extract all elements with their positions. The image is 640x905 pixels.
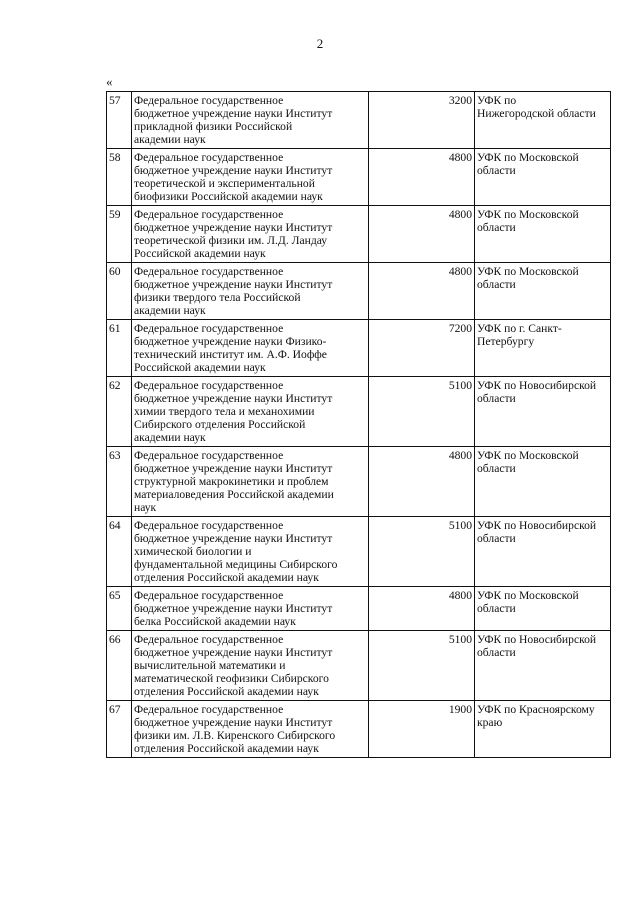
recipient-line: области [477,462,516,475]
recipient-line: области [477,602,516,615]
recipient-line: УФК по Красноярскому [477,703,595,716]
institution-name-cell [132,587,369,631]
institution-name-line: Федеральное государственное [134,633,284,646]
table-row [107,587,611,631]
amount-cell: 5100 [369,517,475,587]
institution-name-line: Российской академии наук [134,361,266,374]
institution-name-line: химии твердого тела и механохимии [134,405,315,418]
institution-name-line: бюджетное учреждение науки Институт [134,462,333,475]
institution-name-line: отделения Российской академии наук [134,571,319,584]
row-number: 65 [107,587,132,631]
row-number: 66 [107,631,132,701]
amount-cell: 4800 [369,587,475,631]
table-row [107,701,611,758]
recipient-cell [475,631,611,701]
institution-name-cell [132,701,369,758]
recipient-line: УФК по Новосибирской [477,379,597,392]
recipient-line: УФК по Московской [477,208,579,221]
institution-name-line: отделения Российской академии наук [134,685,319,698]
row-number: 63 [107,447,132,517]
row-number: 57 [107,92,132,149]
institution-name-line: бюджетное учреждение науки Институт [134,164,333,177]
recipient-cell [475,377,611,447]
institution-name-line: академии наук [134,304,206,317]
grants-table [106,91,611,758]
institution-name-line: материаловедения Российской академии [134,488,334,501]
recipient-line: УФК по Московской [477,151,579,164]
opening-quote-mark: « [106,74,113,89]
institution-name-line: бюджетное учреждение науки Институт [134,107,333,120]
institution-name-cell [132,377,369,447]
recipient-line: области [477,278,516,291]
institution-name-cell [132,320,369,377]
amount-cell: 5100 [369,377,475,447]
amount-cell: 4800 [369,263,475,320]
institution-name-cell [132,447,369,517]
institution-name-line: бюджетное учреждение науки Институт [134,646,333,659]
institution-name-line: академии наук [134,133,206,146]
institution-name-line: физики твердого тела Российской [134,291,301,304]
table-row [107,206,611,263]
institution-name-line: бюджетное учреждение науки Институт [134,532,333,545]
institution-name-line: Федеральное государственное [134,94,284,107]
recipient-cell [475,447,611,517]
institution-name-line: Федеральное государственное [134,379,284,392]
institution-name-line: бюджетное учреждение науки Институт [134,716,333,729]
institution-name-line: химической биологии и [134,545,252,558]
institution-name-line: физики им. Л.В. Киренского Сибирского [134,729,336,742]
amount-cell: 1900 [369,701,475,758]
institution-name-line: технический институт им. А.Ф. Иоффе [134,348,327,361]
recipient-line: Нижегородской области [477,107,596,120]
page-number: 2 [316,36,324,51]
institution-name-line: Федеральное государственное [134,519,284,532]
institution-name-cell [132,517,369,587]
institution-name-cell [132,206,369,263]
recipient-line: УФК по [477,94,517,107]
institution-name-line: Федеральное государственное [134,589,284,602]
recipient-line: УФК по Новосибирской [477,633,597,646]
institution-name-line: академии наук [134,431,206,444]
amount-cell: 3200 [369,92,475,149]
recipient-line: области [477,392,516,405]
recipient-cell [475,701,611,758]
amount-cell: 4800 [369,206,475,263]
recipient-line: области [477,164,516,177]
table-row [107,149,611,206]
table-row [107,631,611,701]
institution-name-line: структурной макрокинетики и проблем [134,475,329,488]
row-number: 59 [107,206,132,263]
amount-cell: 4800 [369,447,475,517]
institution-name-cell [132,263,369,320]
recipient-cell [475,320,611,377]
row-number: 62 [107,377,132,447]
amount-cell: 7200 [369,320,475,377]
institution-name-line: Федеральное государственное [134,208,284,221]
institution-name-line: прикладной физики Российской [134,120,293,133]
recipient-line: УФК по Московской [477,265,579,278]
institution-name-line: фундаментальной медицины Сибирского [134,558,338,571]
table-row [107,92,611,149]
institution-name-line: Федеральное государственное [134,449,284,462]
table-row [107,377,611,447]
row-number: 58 [107,149,132,206]
recipient-cell [475,149,611,206]
recipient-line: УФК по Новосибирской [477,519,597,532]
table-row [107,320,611,377]
amount-cell: 5100 [369,631,475,701]
grants-table-body [107,92,611,758]
recipient-line: области [477,221,516,234]
institution-name-line: бюджетное учреждение науки Институт [134,221,333,234]
institution-name-line: Федеральное государственное [134,151,284,164]
institution-name-line: Федеральное государственное [134,265,284,278]
table-row [107,517,611,587]
recipient-line: Петербургу [477,335,535,348]
recipient-cell [475,587,611,631]
institution-name-line: наук [134,501,157,514]
institution-name-line: теоретической физики им. Л.Д. Ландау [134,234,328,247]
table-row [107,447,611,517]
recipient-line: УФК по Московской [477,589,579,602]
row-number: 60 [107,263,132,320]
row-number: 64 [107,517,132,587]
recipient-cell [475,92,611,149]
institution-name-line: бюджетное учреждение науки Физико- [134,335,327,348]
institution-name-cell [132,92,369,149]
amount-cell: 4800 [369,149,475,206]
recipient-line: краю [477,716,503,729]
row-number: 67 [107,701,132,758]
institution-name-line: Сибирского отделения Российской [134,418,306,431]
row-number: 61 [107,320,132,377]
institution-name-line: белка Российской академии наук [134,615,296,628]
recipient-cell [475,517,611,587]
institution-name-line: биофизики Российской академии наук [134,190,323,203]
recipient-line: УФК по Московской [477,449,579,462]
recipient-line: области [477,532,516,545]
institution-name-line: математической геофизики Сибирского [134,672,329,685]
institution-name-line: бюджетное учреждение науки Институт [134,602,333,615]
institution-name-line: Федеральное государственное [134,703,284,716]
institution-name-line: отделения Российской академии наук [134,742,319,755]
recipient-cell [475,206,611,263]
institution-name-line: вычислительной математики и [134,659,286,672]
institution-name-line: бюджетное учреждение науки Институт [134,392,333,405]
table-row [107,263,611,320]
institution-name-line: теоретической и экспериментальной [134,177,315,190]
institution-name-cell [132,149,369,206]
recipient-line: области [477,646,516,659]
institution-name-cell [132,631,369,701]
recipient-cell [475,263,611,320]
institution-name-line: Российской академии наук [134,247,266,260]
institution-name-line: Федеральное государственное [134,322,284,335]
institution-name-line: бюджетное учреждение науки Институт [134,278,333,291]
recipient-line: УФК по г. Санкт- [477,322,562,335]
